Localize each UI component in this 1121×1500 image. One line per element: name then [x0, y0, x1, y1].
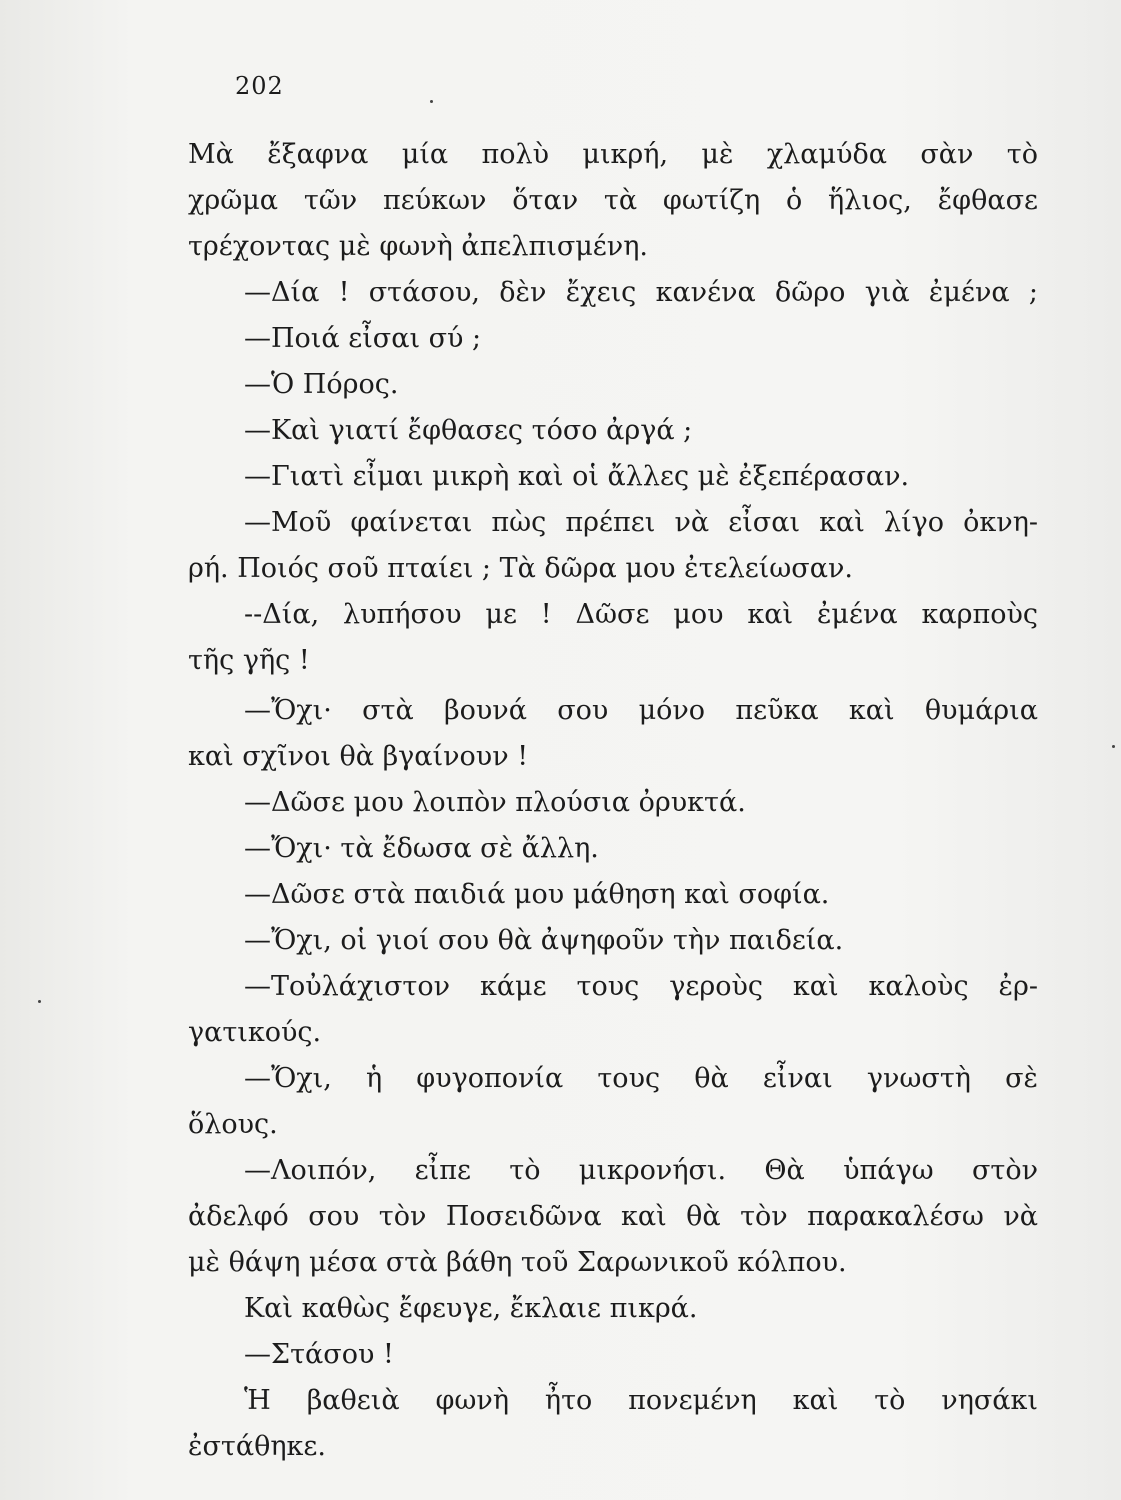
text-line: —Τοὐλάχιστον κάμε τους γεροὺς καὶ καλοὺς ἐρ-: [244, 971, 1038, 1002]
text-line: —Γιατὶ εἶμαι μικρὴ καὶ οἱ ἄλλες μὲ ἐξεπέρασαν.: [244, 461, 910, 492]
text-line: --Δία, λυπήσου με ! Δῶσε μου καὶ ἐμένα καρποὺς: [244, 599, 1038, 630]
text-line: ἀδελφό σου τὸν Ποσειδῶνα καὶ θὰ τὸν παρακαλέσω νὰ: [188, 1201, 1038, 1232]
text-line: τρέχοντας μὲ φωνὴ ἀπελπισμένη.: [188, 231, 648, 262]
text-line: ἐστάθηκε.: [188, 1431, 326, 1462]
text-line: τῆς γῆς !: [188, 645, 310, 676]
text-line: —Λοιπόν, εἶπε τὸ μικρονήσι. Θὰ ὑπάγω στὸν: [244, 1155, 1038, 1186]
text-line: Ἡ βαθειὰ φωνὴ ἦτο πονεμένη καὶ τὸ νησάκι: [244, 1385, 1038, 1416]
scan-speck: [38, 1000, 41, 1003]
scan-speck: [1112, 745, 1115, 748]
page-number: 202: [235, 72, 284, 100]
text-line: Μὰ ἔξαφνα μία πολὺ μικρή, μὲ χλαμύδα σὰν τὸ: [188, 139, 1038, 170]
text-line: —Ὄχι, ἡ φυγοπονία τους θὰ εἶναι γνωστὴ σὲ: [244, 1063, 1038, 1094]
text-line: —Δῶσε στὰ παιδιά μου μάθηση καὶ σοφία.: [244, 879, 830, 910]
text-line: —Μοῦ φαίνεται πὼς πρέπει νὰ εἶσαι καὶ λίγο ὀκνη-: [244, 507, 1038, 538]
text-line: γατικούς.: [188, 1017, 322, 1048]
body-text: [188, 132, 1038, 1470]
text-line: μὲ θάψη μέσα στὰ βάθη τοῦ Σαρωνικοῦ κόλπου.: [188, 1247, 847, 1278]
text-line: καὶ σχῖνοι θὰ βγαίνουν !: [188, 741, 529, 772]
scan-speck: [430, 100, 433, 103]
text-line: —Ποιά εἶσαι σύ ;: [244, 323, 482, 354]
text-line: ὅλους.: [188, 1109, 278, 1140]
text-line: —Ὄχι· στὰ βουνά σου μόνο πεῦκα καὶ θυμάρια: [244, 695, 1038, 726]
text-line: —Καὶ γιατί ἔφθασες τόσο ἀργά ;: [244, 415, 693, 446]
text-line: ρή. Ποιός σοῦ πταίει ; Τὰ δῶρα μου ἐτελείωσαν.: [188, 553, 853, 584]
text-line: Καὶ καθὼς ἔφευγε, ἔκλαιε πικρά.: [244, 1293, 698, 1324]
text-line: —Δῶσε μου λοιπὸν πλούσια ὀρυκτά.: [244, 787, 746, 818]
text-line: —Δία ! στάσου, δὲν ἔχεις κανένα δῶρο γιὰ ἐμένα ;: [244, 277, 1038, 308]
text-line: —Ὁ Πόρος.: [244, 369, 399, 400]
text-line: χρῶμα τῶν πεύκων ὅταν τὰ φωτίζη ὁ ἥλιος, ἔφθασε: [188, 185, 1038, 216]
text-line: —Ὄχι, οἱ γιοί σου θὰ ἀψηφοῦν τὴν παιδεία.: [244, 925, 844, 956]
text-line: —Στάσου !: [244, 1339, 394, 1370]
text-line: —Ὄχι· τὰ ἔδωσα σὲ ἄλλη.: [244, 833, 599, 864]
